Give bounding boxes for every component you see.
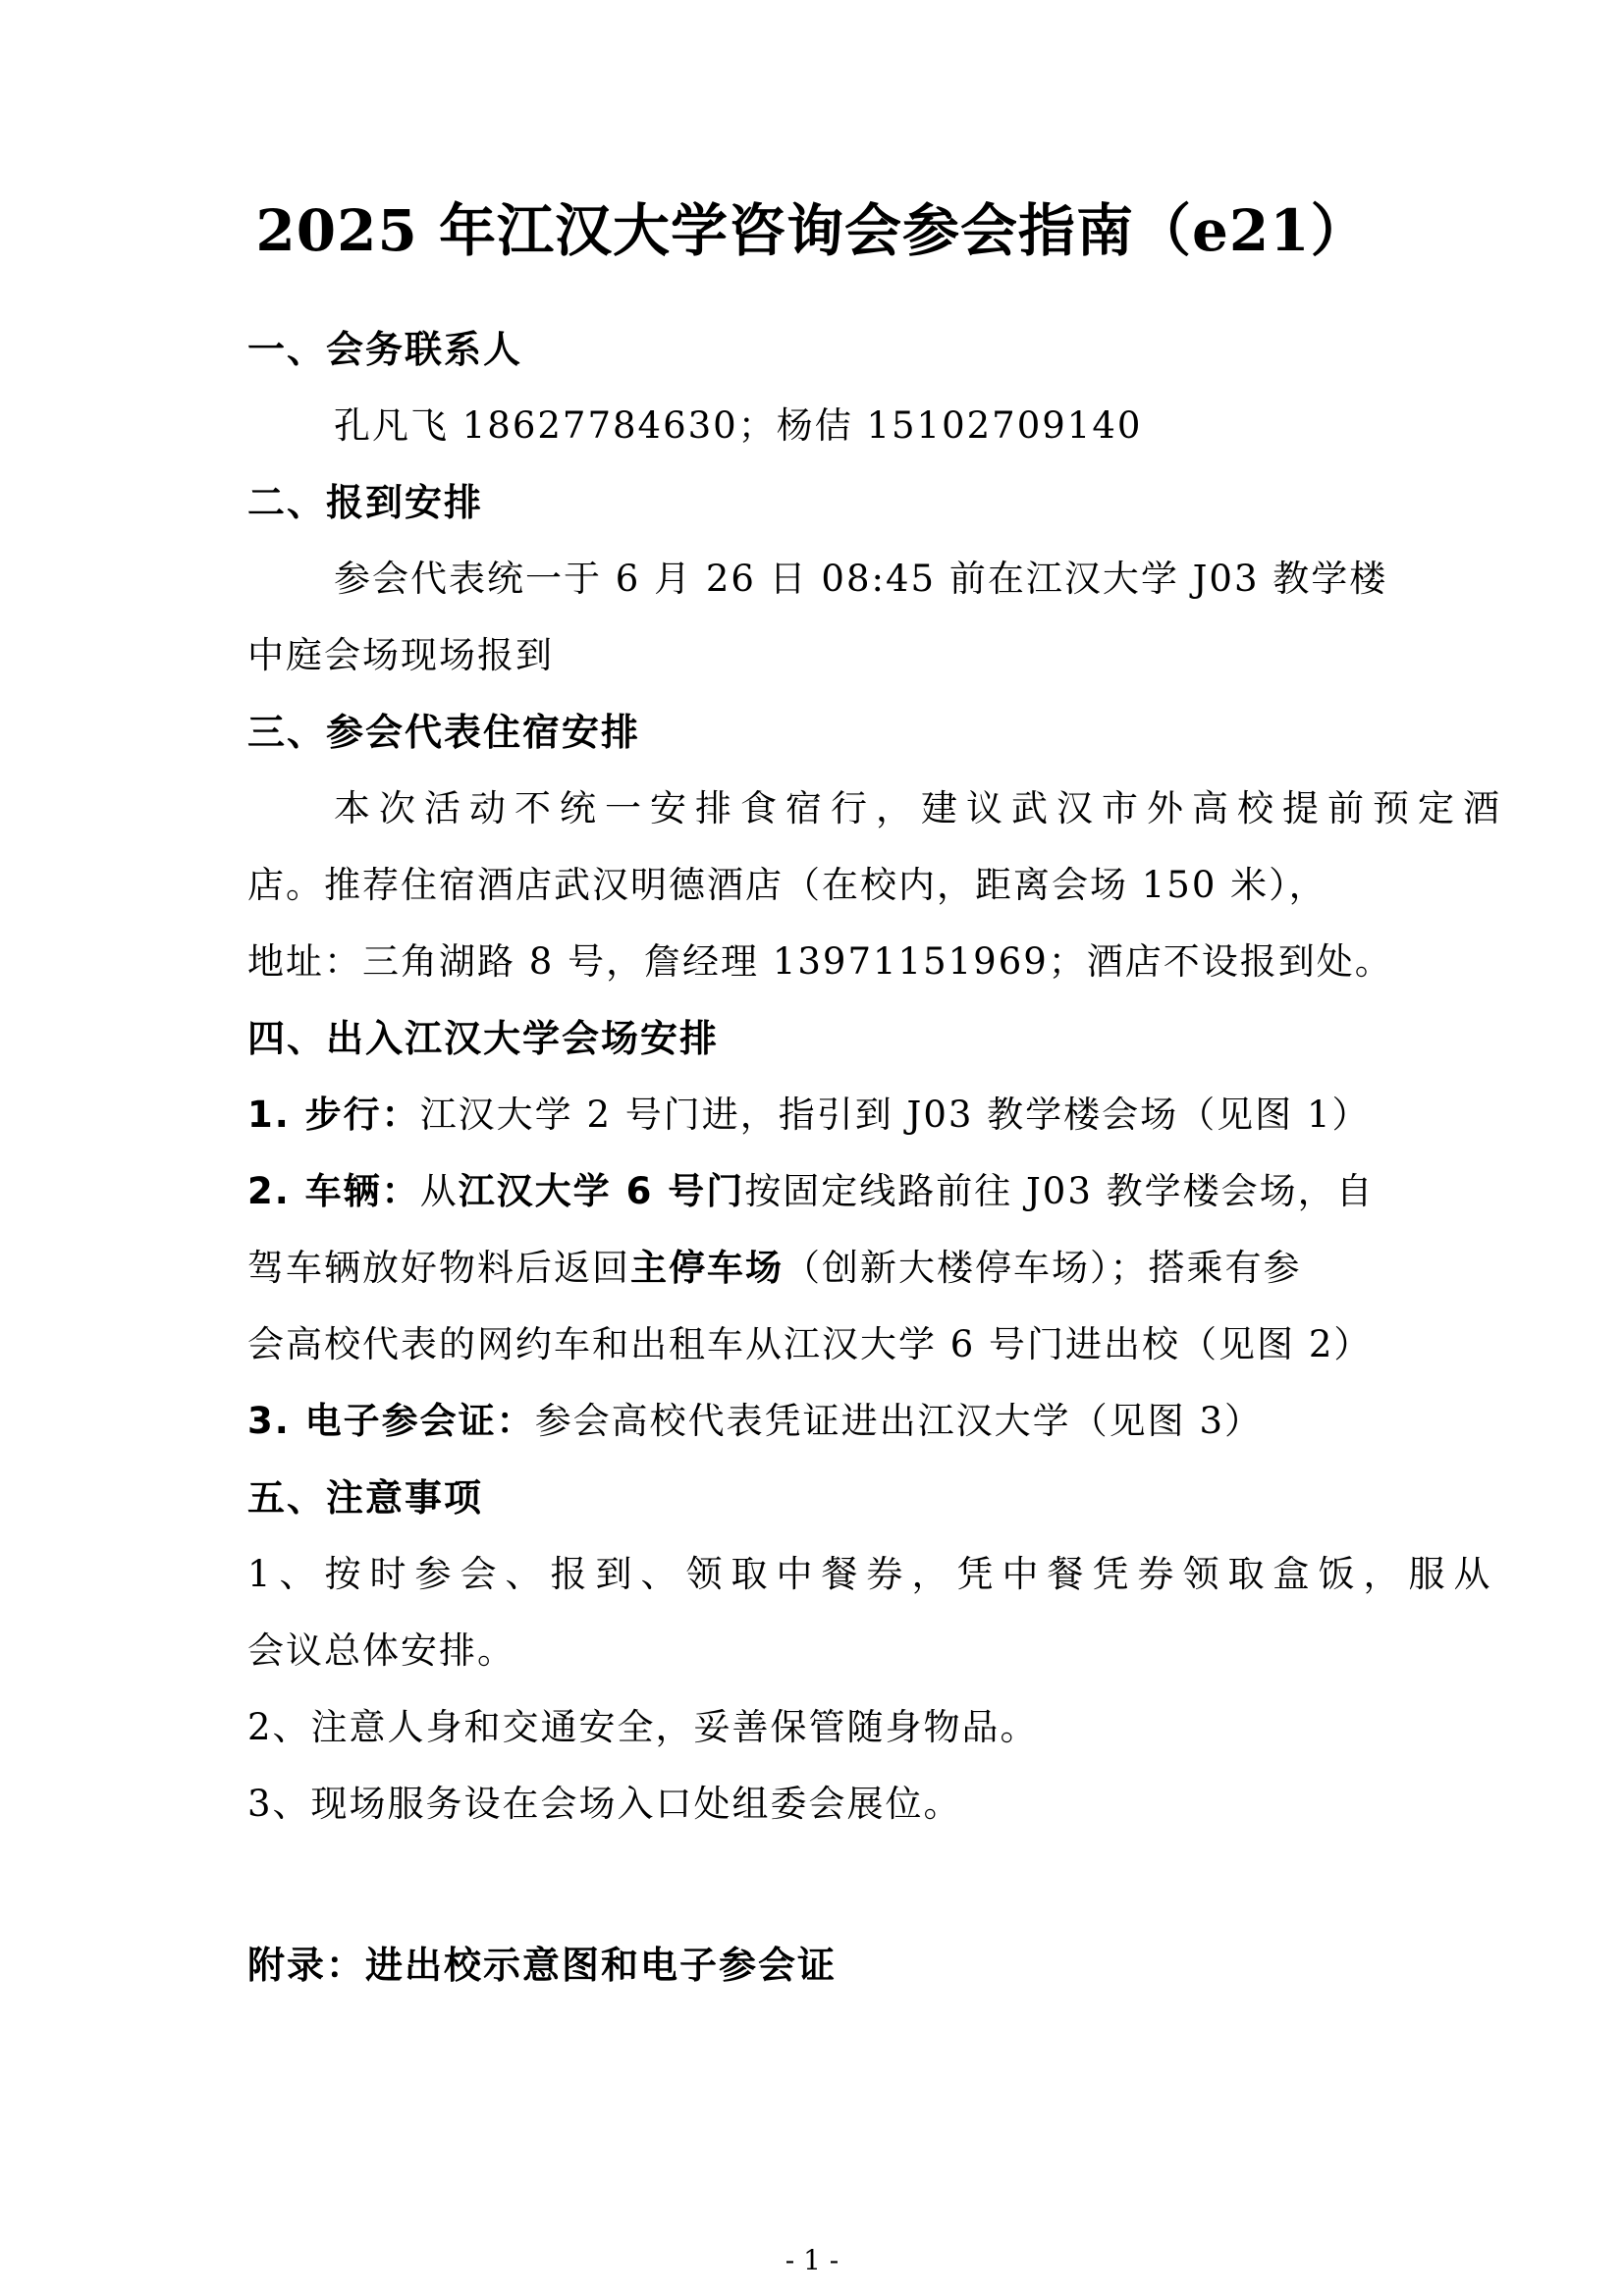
section-heading-notes: 五、注意事项 — [247, 1476, 484, 1520]
section-heading-campus-access: 四、出入江汉大学会场安排 — [247, 1017, 720, 1060]
vehicle-text-pre: 从 — [419, 1170, 459, 1212]
e-pass-text: 参会高校代表凭证进出江汉大学（见图 3） — [534, 1400, 1263, 1442]
section-heading-accommodation: 三、参会代表住宿安排 — [247, 711, 641, 754]
vehicle-text-rest: 按固定线路前往 J03 教学楼会场，自 — [744, 1170, 1375, 1212]
registration-text-line-2: 中庭会场现场报到 — [247, 634, 554, 676]
e-pass-label: 3. 电子参会证： — [247, 1400, 535, 1442]
note-item-2: 2、注意人身和交通安全，妥善保管随身物品。 — [247, 1706, 1039, 1748]
vehicle-instruction-line-2 — [247, 1243, 1386, 1294]
accommodation-text-line-1: 本次活动不统一安排食宿行，建议武汉市外高校提前预定酒 — [334, 787, 1508, 829]
accommodation-text-line-2: 店。推荐住宿酒店武汉明德酒店（在校内，距离会场 150 米）， — [247, 864, 1327, 906]
section-heading-contacts: 一、会务联系人 — [247, 328, 523, 371]
walk-label: 1. 步行： — [247, 1094, 420, 1136]
note-item-1-line-1: 1、按时参会、报到、领取中餐券，凭中餐凭券领取盒饭，服从 — [247, 1553, 1499, 1595]
appendix-heading: 附录：进出校示意图和电子参会证 — [247, 1944, 838, 1987]
e-pass-instruction — [247, 1396, 1386, 1447]
vehicle-gate: 江汉大学 6 号门 — [458, 1170, 745, 1212]
vehicle-line2-pre: 驾车辆放好物料后返回 — [247, 1247, 630, 1289]
accommodation-text-line-3: 地址：三角湖路 8 号，詹经理 13971151969；酒店不设报到处。 — [247, 940, 1393, 983]
walk-instruction — [247, 1090, 1386, 1141]
contact-list: 孔凡飞 18627784630；杨佶 15102709140 — [334, 404, 1143, 447]
note-item-1-line-2: 会议总体安排。 — [247, 1629, 515, 1672]
note-item-3: 3、现场服务设在会场入口处组委会展位。 — [247, 1783, 962, 1825]
section-heading-registration: 二、报到安排 — [247, 481, 484, 524]
vehicle-label: 2. 车辆： — [247, 1170, 420, 1212]
vehicle-instruction-line-1 — [247, 1166, 1386, 1217]
page-number: - 1 - — [785, 2244, 839, 2276]
vehicle-parking: 主停车场 — [630, 1247, 784, 1289]
page-title: 2025 年江汉大学咨询会参会指南（e21） — [255, 197, 1369, 264]
vehicle-instruction-line-3: 会高校代表的网约车和出租车从江汉大学 6 号门进出校（见图 2） — [247, 1323, 1373, 1365]
registration-text-line-1: 参会代表统一于 6 月 26 日 08:45 前在江汉大学 J03 教学楼 — [334, 558, 1388, 600]
walk-text: 江汉大学 2 号门进，指引到 J03 教学楼会场（见图 1） — [419, 1094, 1371, 1136]
vehicle-line2-rest: （创新大楼停车场）；搭乘有参 — [784, 1247, 1302, 1289]
